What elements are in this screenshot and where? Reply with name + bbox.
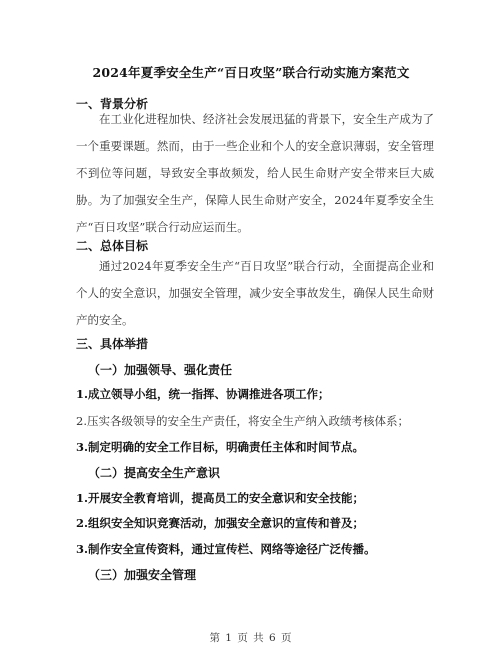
awareness-item-1: 1.开展安全教育培训，提高员工的安全意识和安全技能；	[76, 491, 365, 505]
subsection-heading-awareness: （二）提高安全生产意识	[88, 466, 221, 480]
subsection-heading-leadership: （一）加强领导、强化责任	[88, 363, 233, 377]
leadership-item-3: 3.制定明确的安全工作目标，明确责任主体和时间节点。	[76, 440, 365, 454]
section-heading-measures: 三、具体举措	[76, 337, 149, 351]
section-heading-background: 一、背景分析	[76, 97, 149, 111]
document-title: 2024年夏季安全生产“百日攻坚”联合行动实施方案范文	[92, 65, 410, 80]
section-heading-goals: 二、总体目标	[76, 239, 149, 253]
leadership-item-2: 2.压实各级领导的安全生产责任，将安全生产纳入政绩考核体系；	[76, 414, 409, 428]
page-footer: 第 1 页 共 6 页	[209, 632, 293, 644]
goals-paragraph: 通过2024年夏季安全生产“百日攻坚”联合行动，全面提高企业和个人的安全意识，加强安全管理，减少安全事故发生，确保人民生命财产的安全。	[76, 259, 434, 327]
subsection-heading-management: （三）加强安全管理	[88, 568, 197, 582]
leadership-item-1: 1.成立领导小组，统一指挥、协调推进各项工作；	[76, 387, 330, 401]
background-paragraph: 在工业化进程加快、经济社会发展迅猛的背景下，安全生产成为了一个重要课题。然而，由于一些企业和个人的安全意识薄弱，安全管理不到位等问题，导致安全事故频发，给人民生命财产安全带来巨大威胁。为了加强安全生产，保障人民生命财产安全，2024年夏季安全生产“百日攻坚”联合行动应运而生。	[76, 112, 434, 234]
awareness-item-2: 2.组织安全知识竞赛活动，加强安全意识的宣传和普及；	[76, 516, 365, 530]
awareness-item-3: 3.制作安全宣传资料，通过宣传栏、网络等途径广泛传播。	[76, 542, 376, 556]
